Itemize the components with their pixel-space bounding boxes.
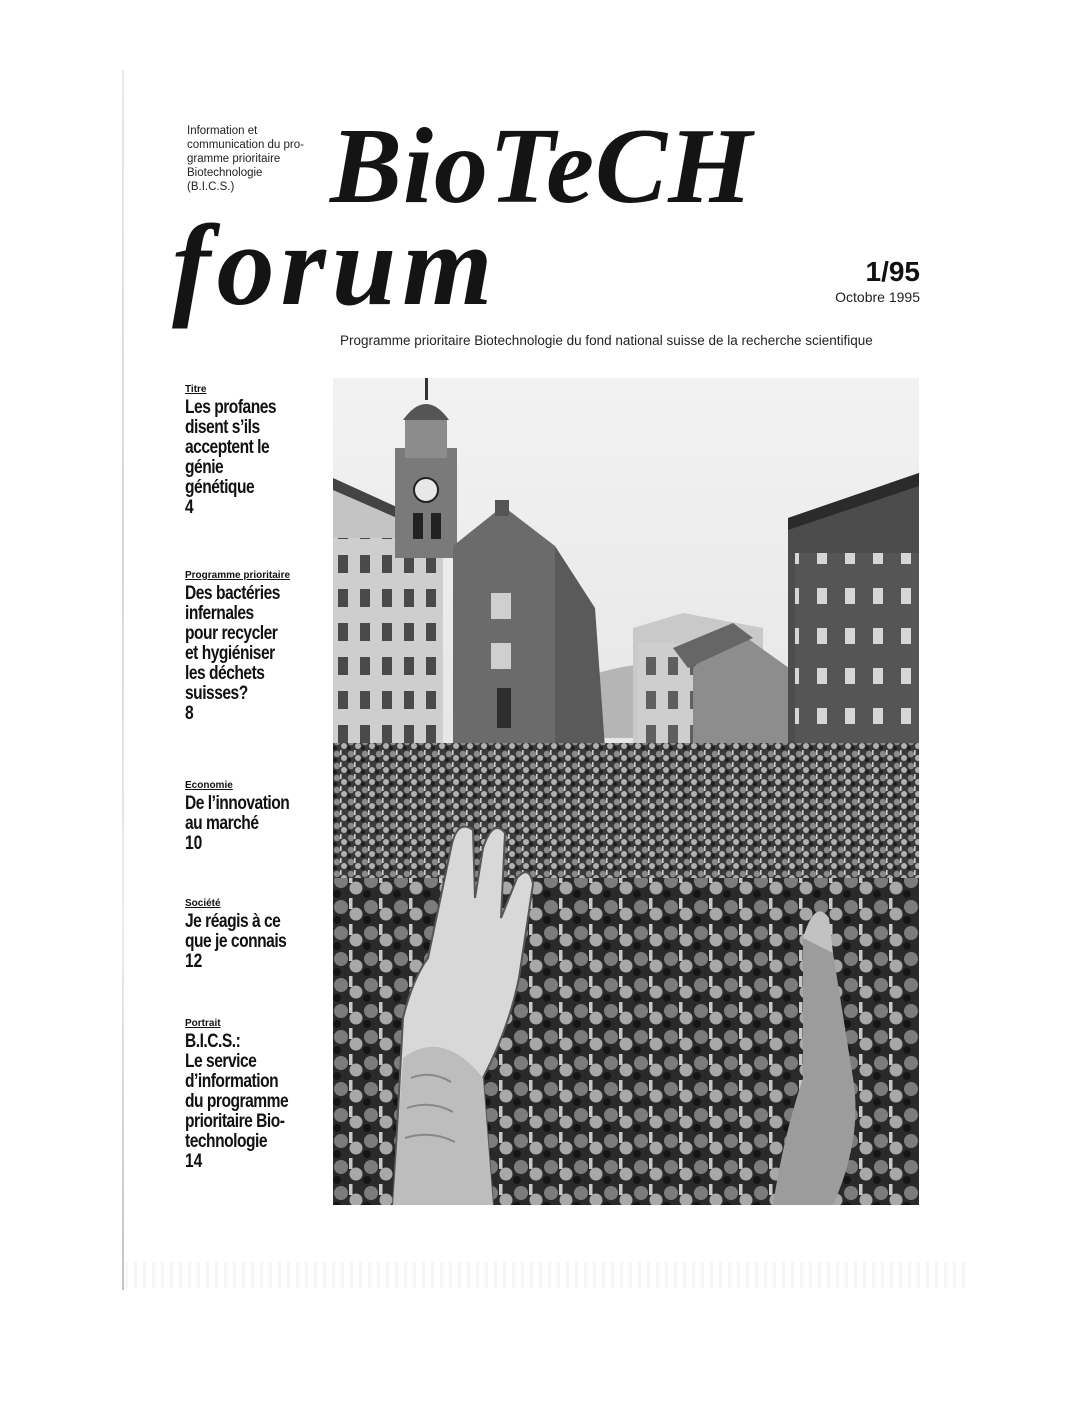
toc-title-line: suisses? [185,683,248,704]
toc-title-line: et hygiéniser [185,643,275,664]
issue-date: Octobre 1995 [835,289,920,305]
publisher-info-line: (B.I.C.S.) [187,181,235,193]
toc-item-economie[interactable] [185,780,335,854]
publisher-info-line: communication du pro- [187,139,304,151]
issue-info [800,256,920,306]
toc-page-number: 8 [185,703,194,724]
toc-title-line: au marché [185,813,259,834]
toc-title-line: technologie [185,1131,268,1152]
toc-title-line: infernales [185,603,254,624]
toc-page-number: 10 [185,833,203,854]
publisher-info-line: Information et [187,125,258,137]
toc-title-line: les déchets [185,663,265,684]
toc-title-line: B.I.C.S.: [185,1031,241,1052]
toc-title-line: d’information [185,1071,279,1092]
toc-title-line: disent s’ils [185,417,260,438]
toc-item-programme[interactable] [185,570,335,724]
masthead-logo-forum: forum [172,202,499,330]
scan-bottom-noise [125,1262,965,1288]
toc-category: Economie [185,780,233,791]
toc-title-line: Le service [185,1051,257,1072]
toc-title-line: prioritaire Bio- [185,1111,285,1132]
toc-title-line: acceptent le [185,437,270,458]
masthead-logo-biotech: BioTeCH [330,107,754,226]
toc-title-line: génétique [185,477,255,498]
cover-photo [333,378,919,1205]
toc-category: Programme prioritaire [185,570,291,581]
toc-page-number: 14 [185,1151,203,1172]
publisher-info [187,124,327,194]
tagline: Programme prioritaire Biotechnologie du fond national suisse de la recherche scientifique [340,333,873,348]
toc-item-portrait[interactable] [185,1018,335,1172]
toc-page-number: 12 [185,951,203,972]
issue-number: 1/95 [865,256,920,287]
toc-title-line: Les profanes [185,397,277,418]
publisher-info-line: Biotechnologie [187,167,263,179]
toc-title-line: génie [185,457,224,478]
toc-title-line: du programme [185,1091,289,1112]
scan-edge-shadow [122,70,124,1290]
toc-page-number: 4 [185,497,194,518]
toc-category: Société [185,898,221,909]
toc-title-line: que je connais [185,931,287,952]
toc-category: Portrait [185,1018,221,1029]
toc-title-line: Je réagis à ce [185,911,281,932]
toc-title-line: De l’innovation [185,793,290,814]
toc-title-line: pour recycler [185,623,278,644]
town-square-crowd-raised-hands-icon [333,378,919,1205]
toc-category: Titre [185,384,207,395]
publisher-info-line: gramme prioritaire [187,153,281,165]
toc-title-line: Des bactéries [185,583,280,604]
toc-item-societe[interactable] [185,898,335,972]
toc-item-titre[interactable] [185,384,335,518]
